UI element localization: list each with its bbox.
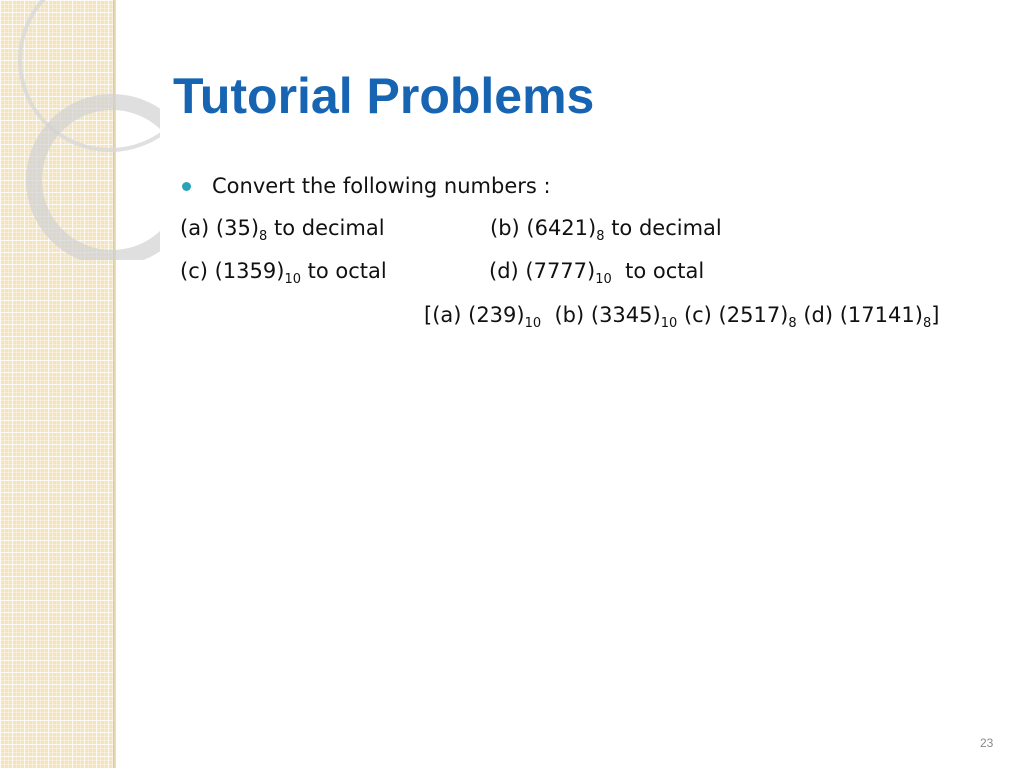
problem-b-number: (b) (6421) (490, 216, 597, 240)
answer-a: [(a) (239) (424, 303, 525, 327)
answer-d: (d) (17141) (796, 303, 923, 327)
problem-c-base: 10 (284, 272, 301, 287)
problem-a (180, 215, 385, 244)
answer-close-bracket: ] (931, 303, 940, 327)
problem-d-task: to octal (611, 259, 705, 283)
problem-a-base: 8 (259, 229, 268, 244)
bullet-text: Convert the following numbers : (212, 174, 551, 198)
bullet-icon (182, 182, 191, 191)
answer-d-base: 8 (922, 316, 932, 331)
answer-c: (c) (2517) (677, 303, 789, 327)
problem-a-task: to decimal (267, 216, 385, 240)
problem-c-task: to octal (300, 259, 387, 283)
answer-b: (b) (3345) (541, 303, 661, 327)
answer-c-base: 8 (788, 316, 797, 331)
problem-b-base: 8 (596, 229, 605, 244)
problem-c (180, 258, 387, 287)
answer-a-base: 10 (524, 316, 542, 331)
problem-d (489, 258, 705, 287)
problem-d-base: 10 (595, 272, 612, 287)
problem-c-number: (c) (1359) (180, 259, 285, 283)
problem-b (490, 215, 722, 244)
page-number: 23 (980, 736, 994, 750)
slide-title: Tutorial Problems (173, 68, 595, 124)
problem-a-number: (a) (35) (180, 216, 260, 240)
answers-line (424, 302, 940, 331)
answer-b-base: 10 (660, 316, 678, 331)
problem-d-number: (d) (7777) (489, 259, 596, 283)
problem-b-task: to decimal (604, 216, 722, 240)
